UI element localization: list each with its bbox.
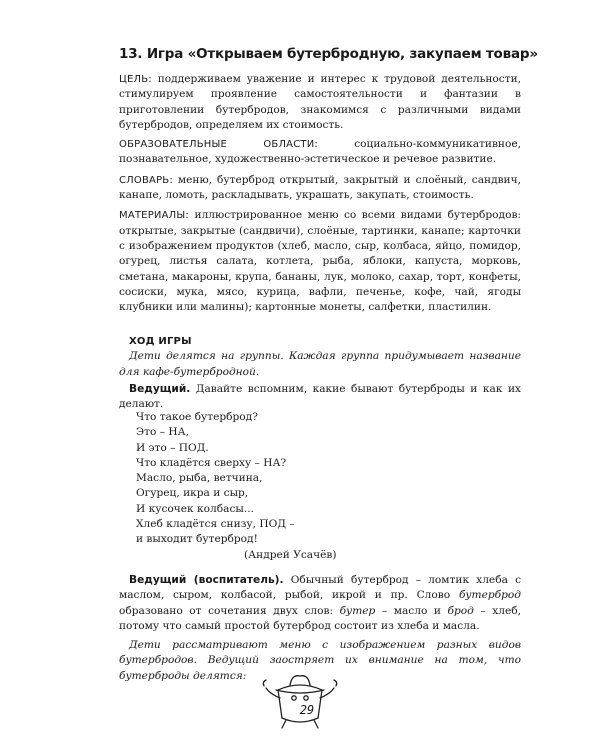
poem-line: Хлеб кладётся снизу, ПОД – [136, 518, 295, 531]
poem-line: и выходит бутерброд! [136, 533, 258, 546]
poem-line: И это – ПОД. [136, 441, 209, 454]
vocab-label: СЛОВАРЬ: [119, 174, 173, 186]
poem-line: Огурец, икра и сыр, [136, 487, 249, 500]
vocab-text: меню, бутерброд открытый, закрытый и слоёный, сандвич, канапе, ломоть, раскладывать, украшать, закупать, стоимость. [119, 173, 521, 202]
term-butterbrod: бутерброд [458, 589, 521, 602]
goal-text: поддерживаем уважение и интерес к трудовой деятельности, стимулируем проявление самостоятельности и фантазии в приготовлении бутербродов, знакомимся с различными видами бутербродов, определяем их стоимость. [119, 73, 521, 131]
text-block-top [119, 72, 521, 315]
page-number: 29 [299, 703, 315, 717]
host-label-1: Ведущий. [129, 382, 191, 395]
vocab-paragraph [119, 173, 521, 204]
host-label-2: Ведущий (воспитатель). [129, 574, 284, 586]
host-paragraph-2: Ведущий (воспитатель). Обычный бутерброд – ломтик хлеба с маслом, сыром, колбасой, рыбой, икрой и пр. Слово бутерброд образовано от сочетания двух слов: бутер – масло и брод – хлеб, потому что самый простой бутерброд состоит из хлеба и масла. [119, 574, 521, 632]
goal-label: ЦЕЛЬ: [119, 74, 152, 85]
term-buter: бутер [339, 604, 376, 617]
term-brod: брод [447, 604, 474, 617]
materials-label: МАТЕРИАЛЫ: [119, 210, 189, 222]
poem-line: И кусочек колбасы... [136, 502, 254, 515]
poem-line: Это – НА, [136, 426, 190, 439]
materials-paragraph [119, 208, 521, 315]
areas-text: социально-коммуникативное, познавательное, художественно-эстетическое и речевое развитие. [119, 138, 521, 166]
text-block-course [119, 334, 521, 412]
goal-paragraph [119, 72, 521, 133]
poem-author: (Андрей Усачёв) [244, 548, 337, 561]
materials-text: иллюстрированное меню со всеми видами бутербродов: открытые, закрытые (сандвичи), слоёные, тартинки, канапе; карточки с изображением продуктов (хлеб, масло, сыр, колбаса, яйцо, помидор, огурец, листья салата, котлета, рыба, яблоки, капуста, морковь, сметана, макароны, крупа, бананы, лук, молоко, сахар, торт, конфеты, сосиски, мука, мясо, курица, вафли, печенье, кофе, чай, ягоды клубники или малины); картонные монеты, салфетки, пластилин. [119, 209, 521, 314]
poem-line: Что кладётся сверху – НА? [136, 456, 287, 469]
cartoon-pot-illustration [260, 668, 340, 730]
host-paragraph-1 [119, 382, 521, 413]
poem-line: Что такое бутерброд? [136, 411, 258, 423]
course-heading: ХОД ИГРЫ [129, 336, 192, 347]
host-text-1: Давайте вспомним, какие бывают бутерброды и как их делают. [119, 382, 521, 411]
page-title: 13. Игра «Открываем бутербродную, закупаем товар» [119, 46, 538, 62]
poem [136, 410, 337, 563]
poem-line: Масло, рыба, ветчина, [136, 472, 263, 485]
outro-paragraph: Дети рассматривают меню с изображением разных видов бутербродов. Ведущий заостряет их внимание на том, что бутерброды делятся: [119, 639, 521, 682]
intro-paragraph: Дети делятся на группы. Каждая группа придумывает название для кафе-бутербродной. [119, 350, 521, 378]
areas-label: ОБРАЗОВАТЕЛЬНЫЕ ОБЛАСТИ: [119, 139, 318, 151]
areas-paragraph [119, 137, 521, 168]
